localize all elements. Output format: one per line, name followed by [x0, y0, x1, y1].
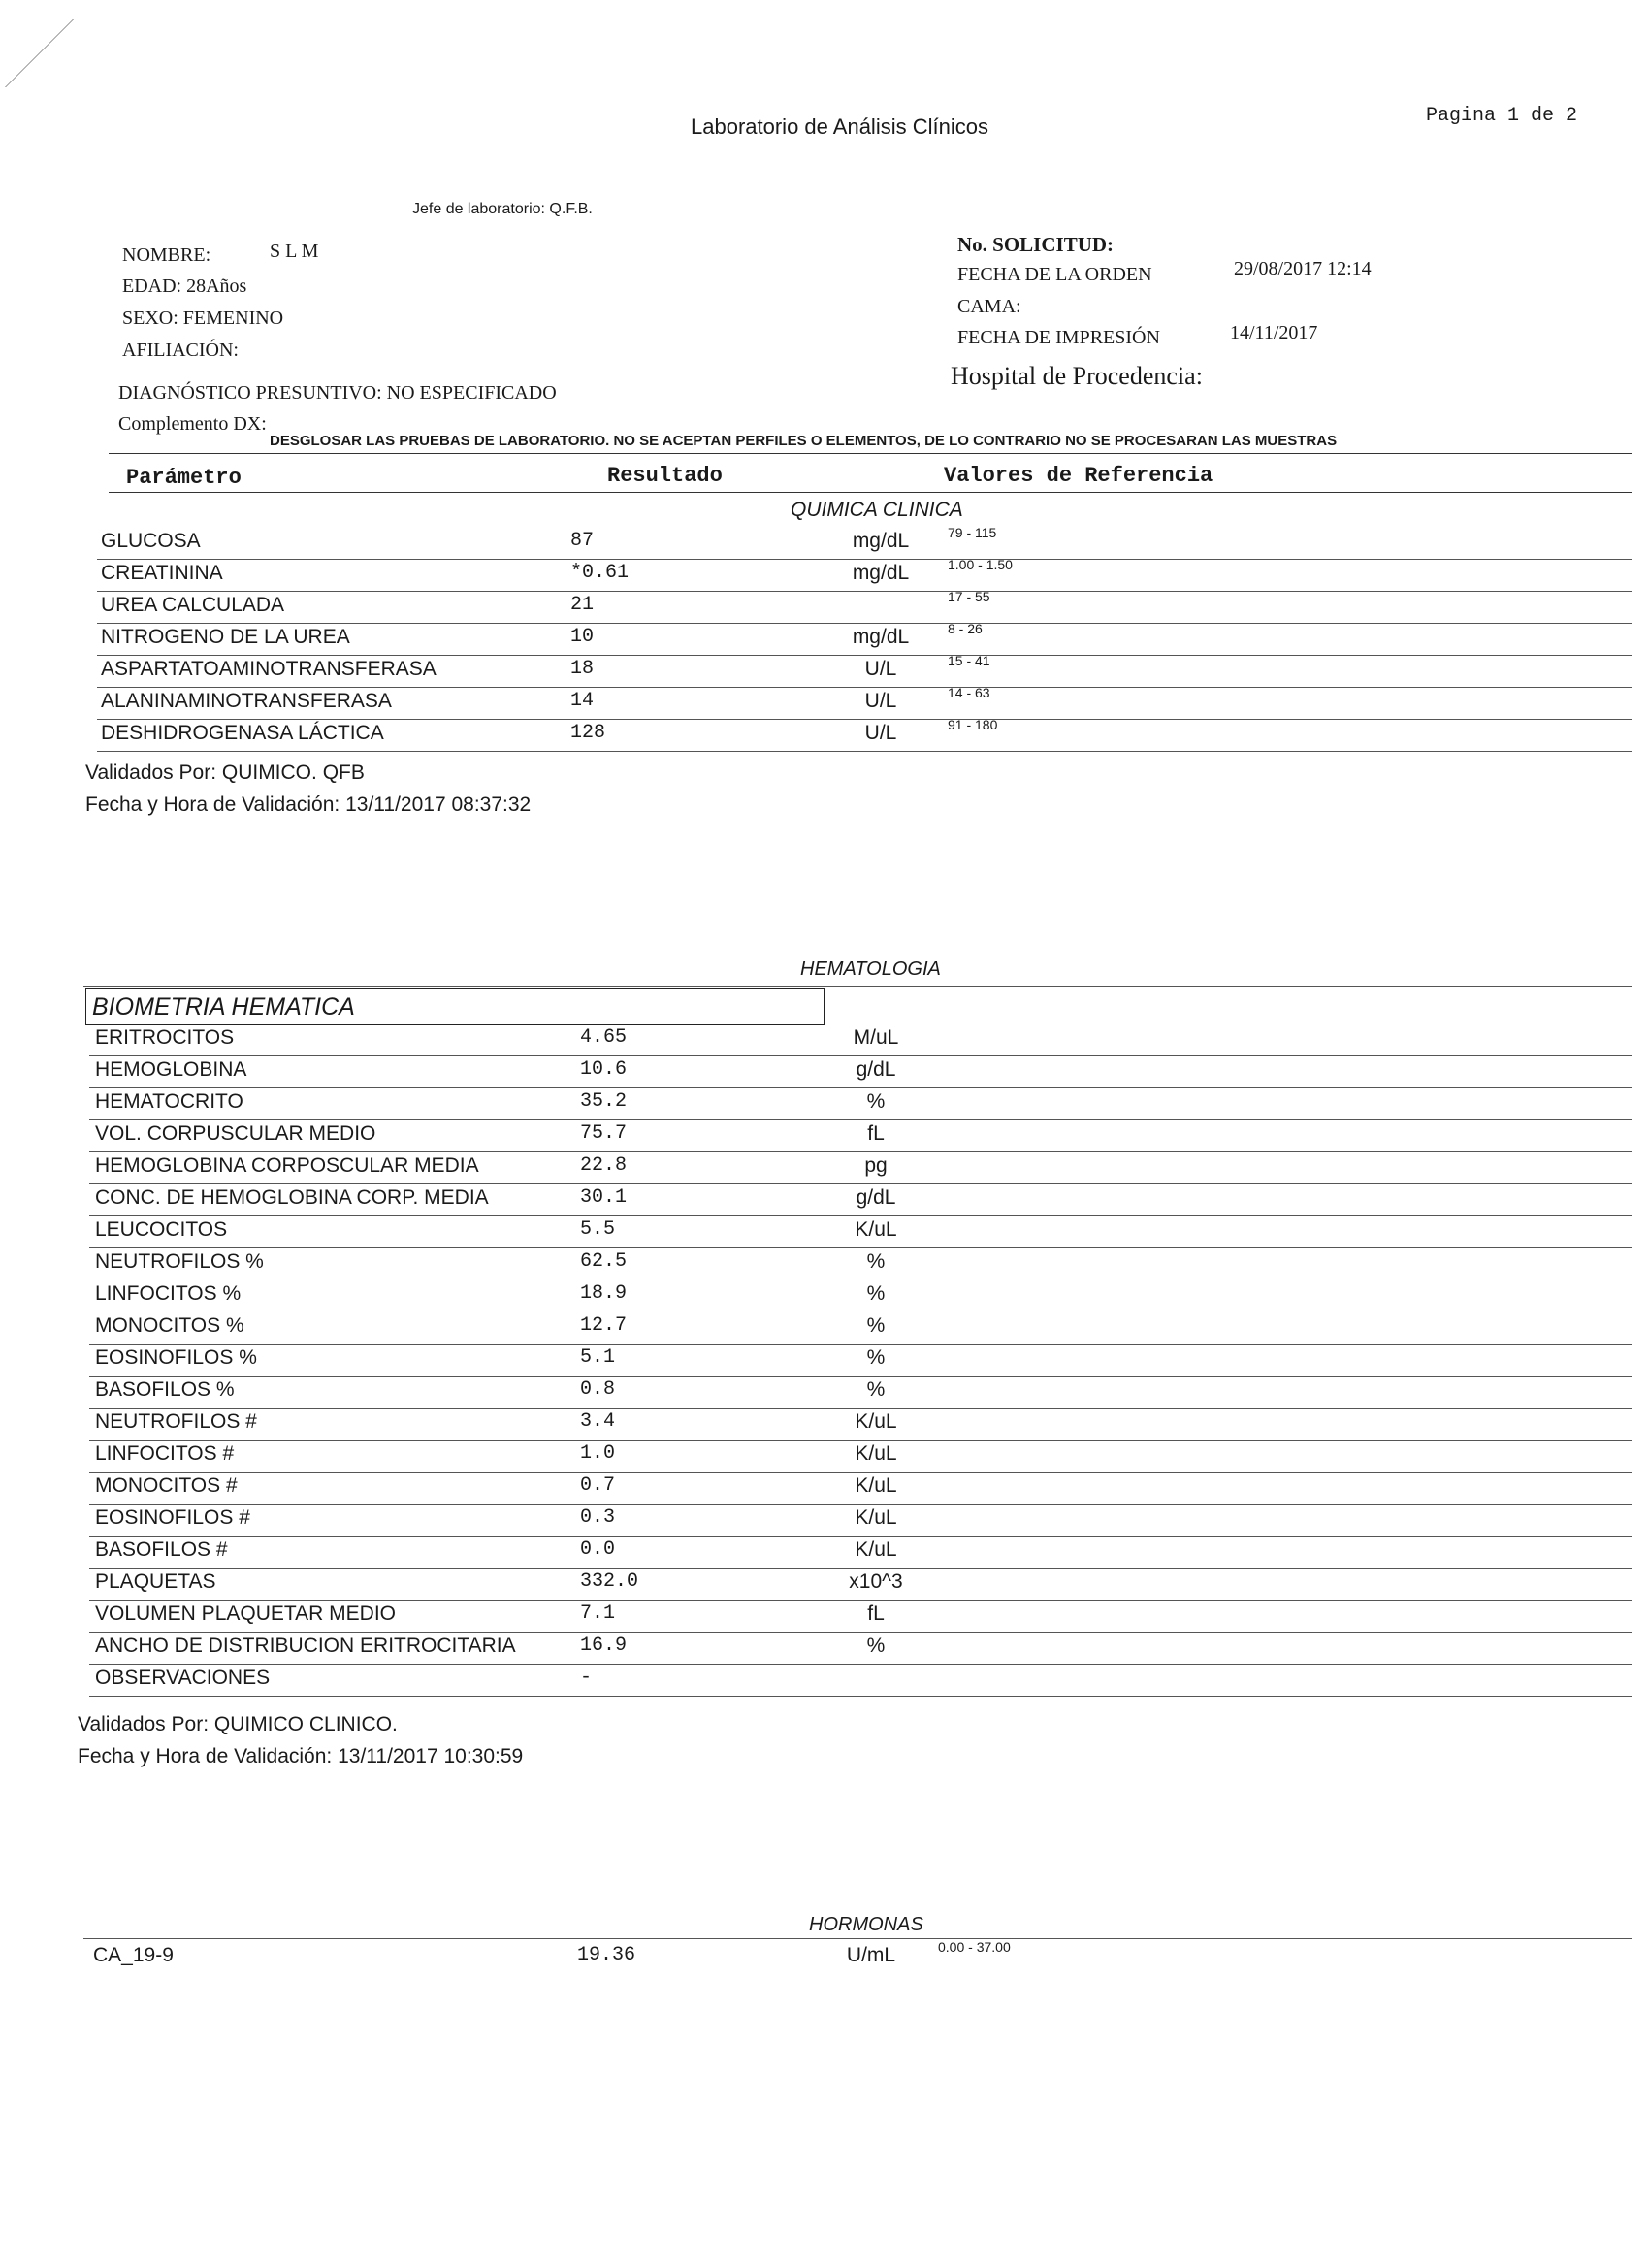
header-rule-top [109, 453, 1632, 454]
row-unit: K/uL [855, 1474, 897, 1497]
row-result: 16.9 [580, 1635, 628, 1657]
row-unit: g/dL [856, 1058, 896, 1081]
row-unit: % [866, 1378, 886, 1401]
section-hormonas-title: HORMONAS [809, 1914, 923, 1935]
row-parameter: BASOFILOS # [95, 1539, 228, 1561]
row-unit: mg/dL [852, 626, 910, 648]
row-reference: 14 - 63 [948, 685, 990, 700]
patient-name-label: NOMBRE: [122, 244, 211, 266]
row-result: 332.0 [580, 1571, 639, 1593]
row-unit: fL [867, 1603, 885, 1625]
row-parameter: LEUCOCITOS [95, 1218, 228, 1241]
row-unit: U/mL [846, 1944, 896, 1966]
row-unit: fL [867, 1122, 885, 1145]
row-parameter: OBSERVACIONES [95, 1667, 271, 1689]
request-number-label: No. SOLICITUD: [957, 233, 1115, 256]
row-unit: pg [864, 1154, 888, 1177]
row-unit: % [866, 1314, 886, 1337]
row-result: *0.61 [570, 562, 630, 584]
row-result: 19.36 [577, 1944, 636, 1966]
row-result: 75.7 [580, 1122, 628, 1145]
row-parameter: NITROGENO DE LA UREA [101, 626, 350, 648]
row-separator [89, 1344, 1632, 1345]
row-result: 128 [570, 722, 606, 744]
row-unit: % [866, 1090, 886, 1113]
quimica-validated-at: Fecha y Hora de Validación: 13/11/2017 08:37:32 [85, 794, 532, 816]
row-unit: g/dL [856, 1186, 896, 1209]
row-reference: 15 - 41 [948, 653, 990, 668]
hematologia-rule [83, 986, 1632, 987]
row-separator [89, 1472, 1632, 1473]
row-reference: 1.00 - 1.50 [948, 557, 1013, 572]
row-result: 5.1 [580, 1346, 616, 1369]
row-parameter: CA_19-9 [93, 1944, 174, 1966]
print-date-value: 14/11/2017 [1230, 322, 1318, 343]
hospital-label: Hospital de Procedencia: [951, 362, 1203, 390]
row-result: 7.1 [580, 1603, 616, 1625]
row-unit: K/uL [855, 1218, 897, 1241]
row-unit: % [866, 1250, 886, 1273]
row-result: 18.9 [580, 1282, 628, 1305]
row-separator [89, 1600, 1632, 1601]
diagnosis-complement: Complemento DX: [118, 413, 267, 435]
page-indicator: Pagina 1 de 2 [1426, 105, 1578, 127]
row-unit: U/L [864, 722, 897, 744]
row-separator [97, 623, 1632, 624]
row-parameter: LINFOCITOS # [95, 1442, 235, 1465]
biometria-title: BIOMETRIA HEMATICA [92, 993, 355, 1021]
row-unit: K/uL [855, 1442, 897, 1465]
row-parameter: VOLUMEN PLAQUETAR MEDIO [95, 1603, 396, 1625]
row-separator [97, 687, 1632, 688]
row-unit: % [866, 1635, 886, 1657]
row-result: - [580, 1667, 593, 1689]
row-parameter: ERITROCITOS [95, 1026, 235, 1049]
row-result: 0.0 [580, 1539, 616, 1561]
row-unit: U/L [864, 658, 897, 680]
row-reference: 91 - 180 [948, 717, 998, 732]
row-unit: mg/dL [852, 562, 910, 584]
row-parameter: ANCHO DE DISTRIBUCION ERITROCITARIA [95, 1635, 516, 1657]
row-reference: 0.00 - 37.00 [938, 1939, 1011, 1955]
patient-age: EDAD: 28Años [122, 275, 247, 297]
row-separator [97, 751, 1632, 752]
scan-fold-mark [5, 19, 171, 87]
bed-label: CAMA: [957, 296, 1021, 317]
row-separator [89, 1087, 1632, 1088]
row-parameter: ASPARTATOAMINOTRANSFERASA [101, 658, 436, 680]
row-unit: K/uL [855, 1410, 897, 1433]
row-separator [97, 591, 1632, 592]
row-separator [89, 1504, 1632, 1505]
row-result: 3.4 [580, 1410, 616, 1433]
row-separator [89, 1696, 1632, 1697]
column-reference: Valores de Referencia [944, 464, 1213, 488]
row-separator [89, 1055, 1632, 1056]
row-result: 30.1 [580, 1186, 628, 1209]
row-separator [89, 1440, 1632, 1441]
row-parameter: NEUTROFILOS # [95, 1410, 257, 1433]
section-hematologia-title: HEMATOLOGIA [800, 958, 941, 980]
biometria-box [85, 988, 824, 1025]
row-result: 14 [570, 690, 595, 712]
row-result: 87 [570, 530, 595, 552]
row-result: 10.6 [580, 1058, 628, 1081]
row-separator [89, 1247, 1632, 1248]
row-result: 22.8 [580, 1154, 628, 1177]
row-parameter: PLAQUETAS [95, 1571, 216, 1593]
print-date-label: FECHA DE IMPRESIÓN [957, 327, 1160, 348]
order-date-label: FECHA DE LA ORDEN [957, 264, 1152, 285]
row-parameter: MONOCITOS # [95, 1474, 238, 1497]
row-parameter: EOSINOFILOS % [95, 1346, 257, 1369]
column-parameter: Parámetro [126, 466, 242, 490]
row-result: 0.8 [580, 1378, 616, 1401]
row-result: 12.7 [580, 1314, 628, 1337]
header-rule-bottom [109, 492, 1632, 493]
quimica-validated-by: Validados Por: QUIMICO. QFB [85, 761, 365, 784]
row-separator [89, 1664, 1632, 1665]
row-result: 0.7 [580, 1474, 616, 1497]
row-separator [89, 1376, 1632, 1377]
row-separator [89, 1568, 1632, 1569]
row-result: 18 [570, 658, 595, 680]
row-parameter: LINFOCITOS % [95, 1282, 242, 1305]
row-separator [89, 1151, 1632, 1152]
row-separator [97, 655, 1632, 656]
section-quimica-title: QUIMICA CLINICA [791, 499, 963, 521]
row-separator [89, 1632, 1632, 1633]
patient-sex: SEXO: FEMENINO [122, 308, 284, 329]
row-reference: 8 - 26 [948, 621, 983, 636]
hormonas-rule [83, 1938, 1632, 1939]
row-parameter: VOL. CORPUSCULAR MEDIO [95, 1122, 376, 1145]
row-result: 35.2 [580, 1090, 628, 1113]
diagnosis: DIAGNÓSTICO PRESUNTIVO: NO ESPECIFICADO [118, 382, 557, 404]
row-parameter: HEMATOCRITO [95, 1090, 243, 1113]
row-parameter: DESHIDROGENASA LÁCTICA [101, 722, 384, 744]
row-unit: % [866, 1346, 886, 1369]
row-unit: M/uL [853, 1026, 899, 1049]
row-parameter: ALANINAMINOTRANSFERASA [101, 690, 392, 712]
row-separator [89, 1215, 1632, 1216]
row-separator [89, 1119, 1632, 1120]
row-parameter: CONC. DE HEMOGLOBINA CORP. MEDIA [95, 1186, 489, 1209]
row-separator [97, 719, 1632, 720]
patient-affiliation: AFILIACIÓN: [122, 340, 239, 361]
row-unit: K/uL [855, 1539, 897, 1561]
hematologia-validated-at: Fecha y Hora de Validación: 13/11/2017 10:30:59 [78, 1745, 524, 1767]
row-parameter: CREATININA [101, 562, 223, 584]
row-reference: 17 - 55 [948, 589, 990, 604]
row-parameter: EOSINOFILOS # [95, 1507, 250, 1529]
row-unit: U/L [864, 690, 897, 712]
order-date-value: 29/08/2017 12:14 [1234, 258, 1372, 279]
patient-name-value: S L M [270, 241, 319, 262]
row-unit: K/uL [855, 1507, 897, 1529]
lab-title: Laboratorio de Análisis Clínicos [691, 114, 988, 139]
row-separator [97, 559, 1632, 560]
row-result: 5.5 [580, 1218, 616, 1241]
row-parameter: BASOFILOS % [95, 1378, 235, 1401]
row-parameter: GLUCOSA [101, 530, 201, 552]
row-reference: 79 - 115 [948, 525, 997, 540]
row-parameter: UREA CALCULADA [101, 594, 285, 616]
notice-text: DESGLOSAR LAS PRUEBAS DE LABORATORIO. NO SE ACEPTAN PERFILES O ELEMENTOS, DE LO CONTRARIO NO SE PROCESARAN LAS MUESTRAS [270, 433, 1338, 449]
row-separator [89, 1408, 1632, 1409]
row-result: 21 [570, 594, 595, 616]
row-unit: % [866, 1282, 886, 1305]
row-separator [89, 1536, 1632, 1537]
row-result: 0.3 [580, 1507, 616, 1529]
row-parameter: HEMOGLOBINA CORPOSCULAR MEDIA [95, 1154, 479, 1177]
lab-chief: Jefe de laboratorio: Q.F.B. [412, 201, 593, 217]
row-result: 10 [570, 626, 595, 648]
column-result: Resultado [607, 464, 723, 488]
row-unit: x10^3 [849, 1571, 903, 1593]
row-unit: mg/dL [852, 530, 910, 552]
row-parameter: MONOCITOS % [95, 1314, 244, 1337]
row-result: 62.5 [580, 1250, 628, 1273]
row-result: 1.0 [580, 1442, 616, 1465]
row-separator [89, 1183, 1632, 1184]
hematologia-validated-by: Validados Por: QUIMICO CLINICO. [78, 1713, 398, 1735]
row-parameter: HEMOGLOBINA [95, 1058, 247, 1081]
row-result: 4.65 [580, 1026, 628, 1049]
row-parameter: NEUTROFILOS % [95, 1250, 264, 1273]
